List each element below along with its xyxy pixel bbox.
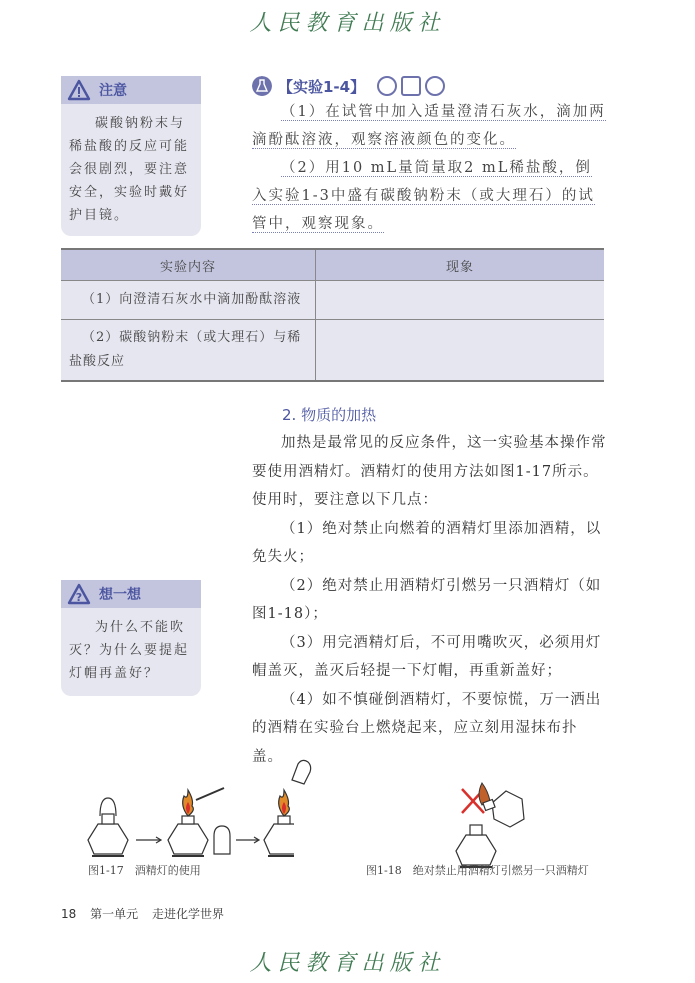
observation-table: [61, 248, 604, 382]
unit-label: 第一单元: [90, 907, 139, 921]
goggles-icon: [377, 76, 397, 96]
ventilation-fan-icon: [401, 76, 421, 96]
think-title: 想一想: [99, 587, 141, 603]
experiment-title: 【实验1-4】: [278, 77, 366, 96]
experiment-step-2: （2）用10 mL量筒量取2 mL稀盐酸，倒入实验1-3中盛有碳酸钠粉末（或大理石）的试管中，观察现象。: [252, 160, 595, 232]
section-intro: 加热是最常见的反应条件，这一实验基本操作常要使用酒精灯。酒精灯的使用方法如图1-17所示。使用时，要注意以下几点：: [252, 435, 607, 508]
figure-1-18-caption: 图1-18 绝对禁止用酒精灯引燃另一只酒精灯: [366, 864, 589, 877]
think-box: [61, 580, 201, 696]
warning-triangle-icon: [67, 79, 91, 101]
notice-text: 碳酸钠粉末与稀盐酸的反应可能会很剧烈，要注意安全，实验时戴好护目镜。: [69, 116, 190, 223]
experiment-step-1: （1）在试管中加入适量澄清石灰水，滴加两滴酚酞溶液，观察溶液颜色的变化。: [252, 104, 606, 148]
arrow-icon: [236, 837, 259, 843]
question-triangle-icon: [67, 583, 91, 605]
table-row: [61, 320, 604, 382]
upright-alcohol-lamp-icon: [456, 825, 496, 867]
notice-title: 注意: [99, 83, 127, 99]
table-row: [61, 281, 604, 320]
notice-box: [61, 76, 201, 236]
flask-icon: [252, 76, 272, 96]
table-header-observation: 现象: [316, 249, 605, 281]
table-cell: （1）向澄清石灰水中滴加酚酞溶液: [61, 281, 316, 320]
alcohol-lamp-lit-icon: [264, 790, 294, 856]
section-point-1: （1）绝对禁止向燃着的酒精灯里添加酒精，以免失火；: [252, 520, 602, 565]
experiment-block: [252, 74, 607, 238]
unit-title: 走进化学世界: [151, 907, 224, 921]
section-point-2: （2）绝对禁止用酒精灯引燃另一只酒精灯（如图1-18）；: [252, 577, 602, 622]
section-title: 2. 物质的加热: [282, 406, 377, 424]
table-cell-blank: [316, 281, 605, 320]
section-point-3: （3）用完酒精灯后，不可用嘴吹灭，必须用灯帽盖灭，盖灭后轻提一下灯帽，再重新盖好；: [252, 634, 602, 679]
section-heating: [252, 404, 608, 771]
figure-1-17-caption: 图1-17 酒精灯的使用: [88, 864, 201, 877]
publisher-logo-bottom: 人民教育出版社: [249, 951, 446, 976]
page-number: 18: [61, 907, 77, 921]
hand-wash-icon: [425, 76, 445, 96]
table-header-content: 实验内容: [61, 249, 316, 281]
think-text: 为什么不能吹灭？为什么要提起灯帽再盖好？: [69, 620, 190, 681]
alcohol-lamp-capped-icon: [88, 798, 128, 856]
lamp-cap-icon: [214, 826, 230, 854]
svg-text:?: ?: [75, 591, 83, 604]
notice-header: [61, 76, 201, 104]
safety-icons: [377, 76, 445, 96]
think-header: [61, 580, 201, 608]
lamp-cap-lifted-icon: [288, 756, 316, 786]
section-point-4: （4）如不慎碰倒酒精灯，不要惊慌，万一洒出的酒精在实验台上燃烧起来，应立刻用湿抹布扑盖。: [252, 691, 602, 765]
page-footer: [61, 905, 234, 922]
arrow-icon: [136, 837, 161, 843]
publisher-logo-top: 人民教育出版社: [249, 11, 446, 36]
table-cell: （2）碳酸钠粉末（或大理石）与稀盐酸反应: [61, 320, 316, 382]
table-cell-blank: [316, 320, 605, 382]
